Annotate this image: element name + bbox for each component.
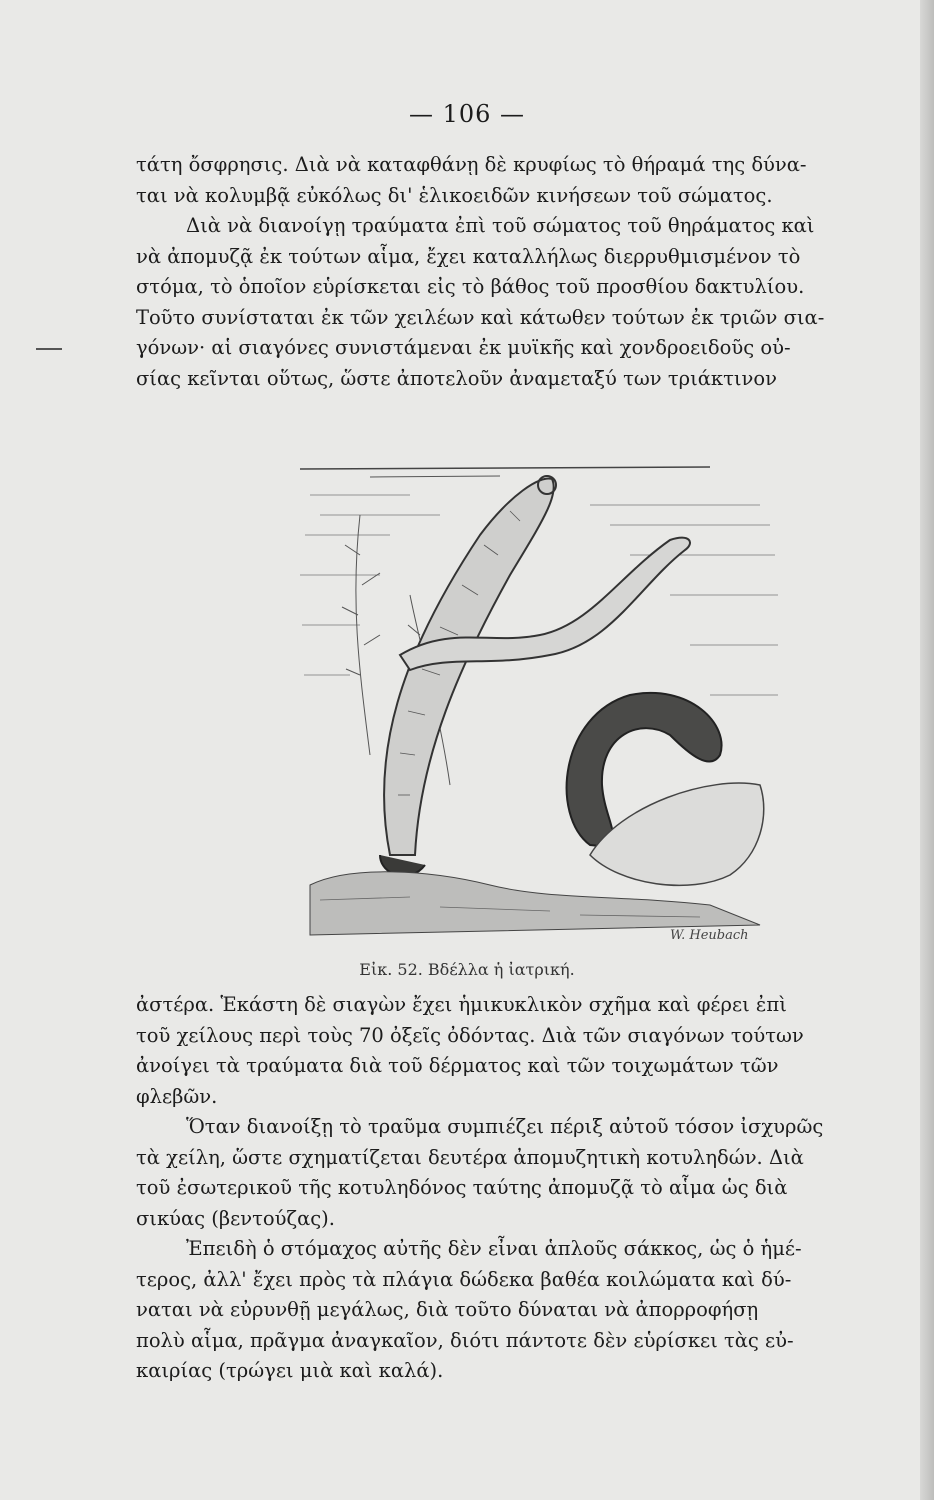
figure-caption: Εἰκ. 52. Βδέλλα ἡ ἰατρική. [359,960,575,979]
artist-signature: W. Heubach [670,928,749,943]
text-line: ται νὰ κολυμβᾷ εὐκόλως δι' ἑλικοειδῶν κινήσεων τοῦ σώματος. [136,183,773,207]
top-paragraphs [136,150,926,394]
text-line: γόνων· αἱ σιαγόνες συνιστάμεναι ἐκ μυϊκῆς καὶ χονδροειδοῦς οὐ- [136,336,791,359]
text-line: ἀνοίγει τὰ τραύματα διὰ τοῦ δέρματος καὶ τῶν τοιχωμάτων τῶν [136,1054,779,1077]
text-line: Διὰ νὰ διανοίγῃ τραύματα ἐπὶ τοῦ σώματος τοῦ θηράματος καὶ [186,214,815,237]
text-line: τοῦ ἐσωτερικοῦ τῆς κοτυληδόνος ταύτης ἀπομυζᾷ τὸ αἷμα ὡς διὰ [136,1176,788,1199]
text-line: σικύας (βεντούζας). [136,1206,335,1230]
text-line: τοῦ χείλους περὶ τοὺς 70 ὀξεῖς ὀδόντας. Διὰ τῶν σιαγόνων τούτων [136,1023,804,1047]
text-line: φλεβῶν. [136,1084,218,1108]
text-line: τάτη ὄσφρησις. Διὰ νὰ καταφθάνῃ δὲ κρυφίως τὸ θήραμά της δύνα- [136,153,807,176]
text-line: Ἐπειδὴ ὁ στόμαχος αὐτῆς δὲν εἶναι ἁπλοῦς σάκκος, ὡς ὁ ἡμέ- [186,1237,802,1260]
text-line: καιρίας (τρώγει μιὰ καὶ καλά). [136,1359,444,1382]
text-line: στόμα, τὸ ὁποῖον εὑρίσκεται εἰς τὸ βάθος τοῦ προσθίου δακτυλίου. [136,275,805,298]
text-line: τερος, ἀλλ' ἔχει πρὸς τὰ πλάγια δώδεκα βαθέα κοιλώματα καὶ δύ- [136,1267,792,1291]
text-line: Τοῦτο συνίσταται ἐκ τῶν χειλέων καὶ κάτωθεν τούτων ἐκ τριῶν σια- [136,305,825,329]
text-line: σίας κεῖνται οὕτως, ὥστε ἀποτελοῦν ἀναμεταξύ των τριάκτινον [136,366,777,390]
page-number: — 106 — [408,100,526,128]
text-line: τὰ χείλη, ὥστε σχηματίζεται δευτέρα ἀπομυζητικὴ κοτυληδών. Διὰ [136,1145,804,1169]
text-line: πολὺ αἷμα, πρᾶγμα ἀναγκαῖον, διότι πάντοτε δὲν εὑρίσκει τὰς εὐ- [136,1328,794,1352]
bottom-paragraphs [136,990,926,1387]
margin-mark [36,348,62,350]
text-line: ἀστέρα. Ἑκάστη δὲ σιαγὼν ἔχει ἡμικυκλικὸν σχῆμα καὶ φέρει ἐπὶ [136,993,787,1016]
text-line: ναται νὰ εὐρυνθῇ μεγάλως, διὰ τοῦτο δύναται νὰ ἀπορροφήσῃ [136,1298,759,1321]
text-line: νὰ ἀπομυζᾷ ἐκ τούτων αἷμα, ἔχει καταλλήλως διερρυθμισμένον τὸ [136,244,801,268]
leech-illustration [290,455,782,953]
text-line: Ὅταν διανοίξῃ τὸ τραῦμα συμπιέζει πέριξ αὐτοῦ τόσον ἰσχυρῶς [186,1115,824,1138]
